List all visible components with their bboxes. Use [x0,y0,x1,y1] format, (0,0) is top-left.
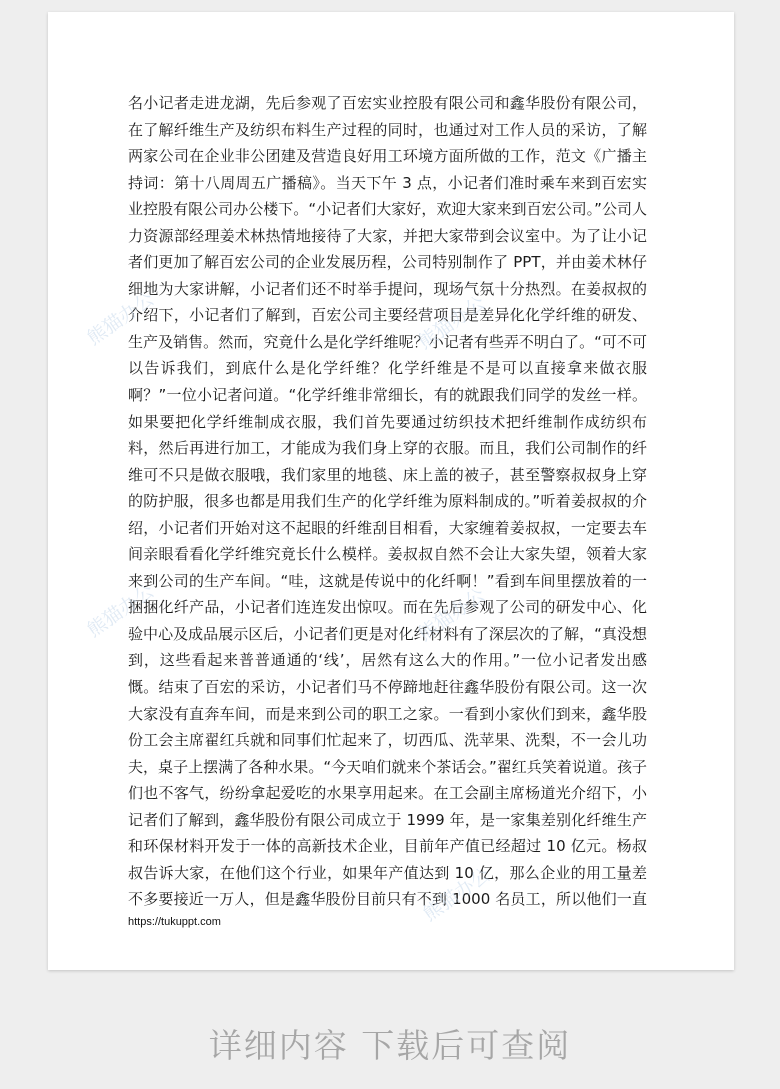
document-page [48,12,734,970]
source-url: https://tukuppt.com [128,916,221,928]
watermark-logo: 熊猫办公 [83,287,159,350]
watermark-logo: 熊猫办公 [414,291,490,354]
article-body: 名小记者走进龙湖，先后参观了百宏实业控股有限公司和鑫华股份有限公司，在了解纤维生产及纺织布料生产过程的同时，也通过对工作人员的采访，了解两家公司在企业非公团建及营造良好用工环境方面所做的工作，范文《广播主持词：第十八周周五广播稿》。当天下午 3 点，小记者们准时乘车来到百宏实业控股有限公司办公楼下。“小记者们大家好，欢迎大家来到百宏公司。”公司人力资源部经理姜术林热情地接待了大家，并把大家带到会议室中。为了让小记者们更加了解百宏公司的企业发展历程，公司特别制作了 PPT，并由姜术林仔细地为大家讲解，小记者们还不时举手提问，现场气氛十分热烈。在姜叔叔的介绍下，小记者们了解到，百宏公司主要经营项目是差异化化学纤维的研发、生产及销售。然而，究竟什么是化学纤维呢？小记者有些弄不明白了。“可不可以告诉我们，到底什么是化学纤维？化学纤维是不是可以直接拿来做衣服啊？”一位小记者问道。“化学纤维非常细长，有的就跟我们同学的发丝一样。如果要把化学纤维制成衣服，我们首先要通过纺织技术把纤维制作成纺织布料，然后再进行加工，才能成为我们身上穿的衣服。而且，我们公司制作的纤维可不只是做衣服哦，我们家里的地毯、床上盖的被子，甚至警察叔叔身上穿的防护服，很多也都是用我们生产的化学纤维为原料制成的。”听着姜叔叔的介绍，小记者们开始对这不起眼的纤维刮目相看，大家缠着姜叔叔，一定要去车间亲眼看看化学纤维究竟长什么模样。姜叔叔自然不会让大家失望，领着大家来到公司的生产车间。“哇，这就是传说中的化纤啊！”看到车间里摆放着的一捆捆化纤产品，小记者们连连发出惊叹。而在先后参观了公司的研发中心、化验中心及成品展示区后，小记者们更是对化纤材料有了深层次的了解，“真没想到，这些看起来普普通通的‘线’，居然有这么大的作用。”一位小记者发出感慨。结束了百宏的采访，小记者们马不停蹄地赶往鑫华股份有限公司。这一次大家没有直奔车间，而是来到公司的职工之家。一看到小家伙们到来，鑫华股份工会主席翟红兵就和同事们忙起来了，切西瓜、洗苹果、洗梨，不一会儿功夫，桌子上摆满了各种水果。“今天咱们就来个茶话会。”翟红兵笑着说道。孩子们也不客气，纷纷拿起爱吃的水果享用起来。在工会副主席杨道光介绍下，小记者们了解到，鑫华股份有限公司成立于 1999 年，是一家集差别化纤维生产和环保材料开发于一体的高新技术企业，目前年产值已经超过 10 亿元。杨叔叔告诉大家，在他们这个行业，如果年产值达到 10 亿，那么企业的用工量差不多要接近一万人，但是鑫华股份目前只有不到 1000 名员工，所以他们一直 [128,94,647,909]
download-caption: 详细内容 下载后可查阅 [208,1026,572,1065]
watermark-logo: 熊猫办公 [83,579,159,642]
watermark-logo: 熊猫办公 [414,583,490,646]
watermark-logo: 熊猫办公 [419,863,495,926]
